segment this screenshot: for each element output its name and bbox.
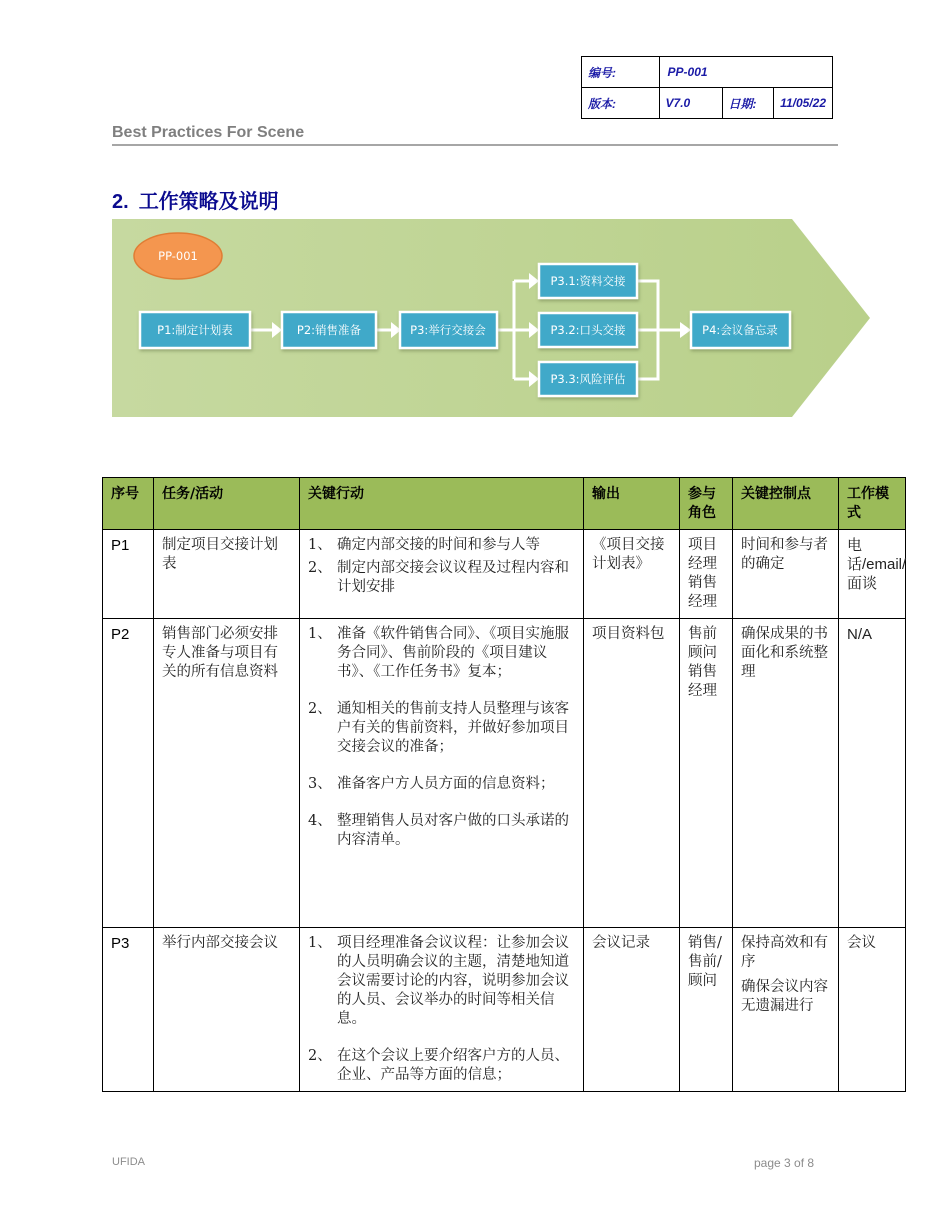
flow-step-p3-1-label: P3.1:资料交接 xyxy=(550,274,626,288)
date-value: 11/05/22 xyxy=(774,88,833,119)
section-title: 工作策略及说明 xyxy=(138,189,279,213)
version-value: V7.0 xyxy=(659,88,722,119)
action-item: 2、 通知相关的售前支持人员整理与该客户有关的售前资料，并做好参加项目交接会议的准备； xyxy=(308,701,569,755)
row-id: P1 xyxy=(103,530,154,619)
action-item: 2、 制定内部交接会议议程及过程内容和计划安排 xyxy=(308,560,569,595)
header-id: 序号 xyxy=(103,478,154,530)
flow-step-p3-label: P3:举行交接会 xyxy=(410,323,486,337)
action-item: 1、 项目经理准备会议议程：让参加会议的人员明确会议的主题，清楚地知道会议需要讨论的内容，说明参加会议的人员、会议举办的时间等相关信息。 xyxy=(308,935,569,1027)
row-control: 时间和参与者的确定 xyxy=(733,530,839,619)
row-output: 会议记录 xyxy=(584,928,680,1092)
row-mode: 会议 xyxy=(839,928,906,1092)
document-meta-table xyxy=(581,56,833,119)
footer-company: UFIDA xyxy=(112,1156,145,1168)
header-actions: 关键行动 xyxy=(300,478,584,530)
flow-step-p3-2-label: P3.2:口头交接 xyxy=(550,323,626,337)
row-role: 项目经理销售经理 xyxy=(680,530,733,619)
activity-table xyxy=(102,477,906,1092)
header-task: 任务/活动 xyxy=(154,478,300,530)
action-item: 2、 在这个会议上要介绍客户方的人员、企业、产品等方面的信息； xyxy=(308,1048,569,1083)
row-actions xyxy=(300,619,584,928)
header-role: 参与角色 xyxy=(680,478,733,530)
row-output: 项目资料包 xyxy=(584,619,680,928)
footer-page-number: page 3 of 8 xyxy=(754,1156,815,1170)
action-item: 3、 准备客户方人员方面的信息资料； xyxy=(308,776,555,792)
document-title: Best Practices For Scene xyxy=(112,124,305,141)
action-item: 1、 准备《软件销售合同》、《项目实施服务合同》、售前阶段的《项目建议书》、《工作任务书》复本； xyxy=(308,626,569,680)
row-control: 确保成果的书面化和系统整理 xyxy=(733,619,839,928)
header-output: 输出 xyxy=(584,478,680,530)
row-task: 销售部门必须安排专人准备与项目有关的所有信息资料 xyxy=(154,619,300,928)
section-heading xyxy=(112,185,279,214)
row-actions xyxy=(300,928,584,1092)
row-role: 售前顾问销售经理 xyxy=(680,619,733,928)
section-number: 2. xyxy=(112,191,129,213)
row-control: 保持高效和有序 确保会议内容无遗漏进行 xyxy=(733,928,839,1092)
flow-step-p3-3-label: P3.3:风险评估 xyxy=(550,372,626,386)
row-mode: N/A xyxy=(839,619,906,928)
header-mode: 工作模式 xyxy=(839,478,906,530)
title-divider xyxy=(112,144,838,146)
flow-step-p1-label: P1:制定计划表 xyxy=(157,323,233,337)
code-value: PP-001 xyxy=(659,57,832,88)
table-row xyxy=(103,619,906,928)
action-item: 4、 整理销售人员对客户做的口头承诺的内容清单。 xyxy=(308,813,569,848)
row-actions xyxy=(300,530,584,619)
row-role: 销售/售前/顾问 xyxy=(680,928,733,1092)
table-header-row xyxy=(103,478,906,530)
version-label: 版本: xyxy=(582,88,660,119)
row-id: P3 xyxy=(103,928,154,1092)
table-row xyxy=(103,530,906,619)
header-control: 关键控制点 xyxy=(733,478,839,530)
date-label: 日期: xyxy=(722,88,774,119)
table-row xyxy=(103,928,906,1092)
flow-step-p4-label: P4:会议备忘录 xyxy=(702,323,778,337)
row-mode: 电话/email/面谈 xyxy=(839,530,906,619)
code-label: 编号: xyxy=(582,57,660,88)
action-item: 1、 确定内部交接的时间和参与人等 xyxy=(308,537,540,553)
row-task: 举行内部交接会议 xyxy=(154,928,300,1092)
flow-step-p2-label: P2:销售准备 xyxy=(296,323,362,337)
process-badge-label: PP-001 xyxy=(158,249,198,263)
process-flow-diagram xyxy=(112,219,870,417)
row-task: 制定项目交接计划表 xyxy=(154,530,300,619)
row-id: P2 xyxy=(103,619,154,928)
row-output: 《项目交接计划表》 xyxy=(584,530,680,619)
